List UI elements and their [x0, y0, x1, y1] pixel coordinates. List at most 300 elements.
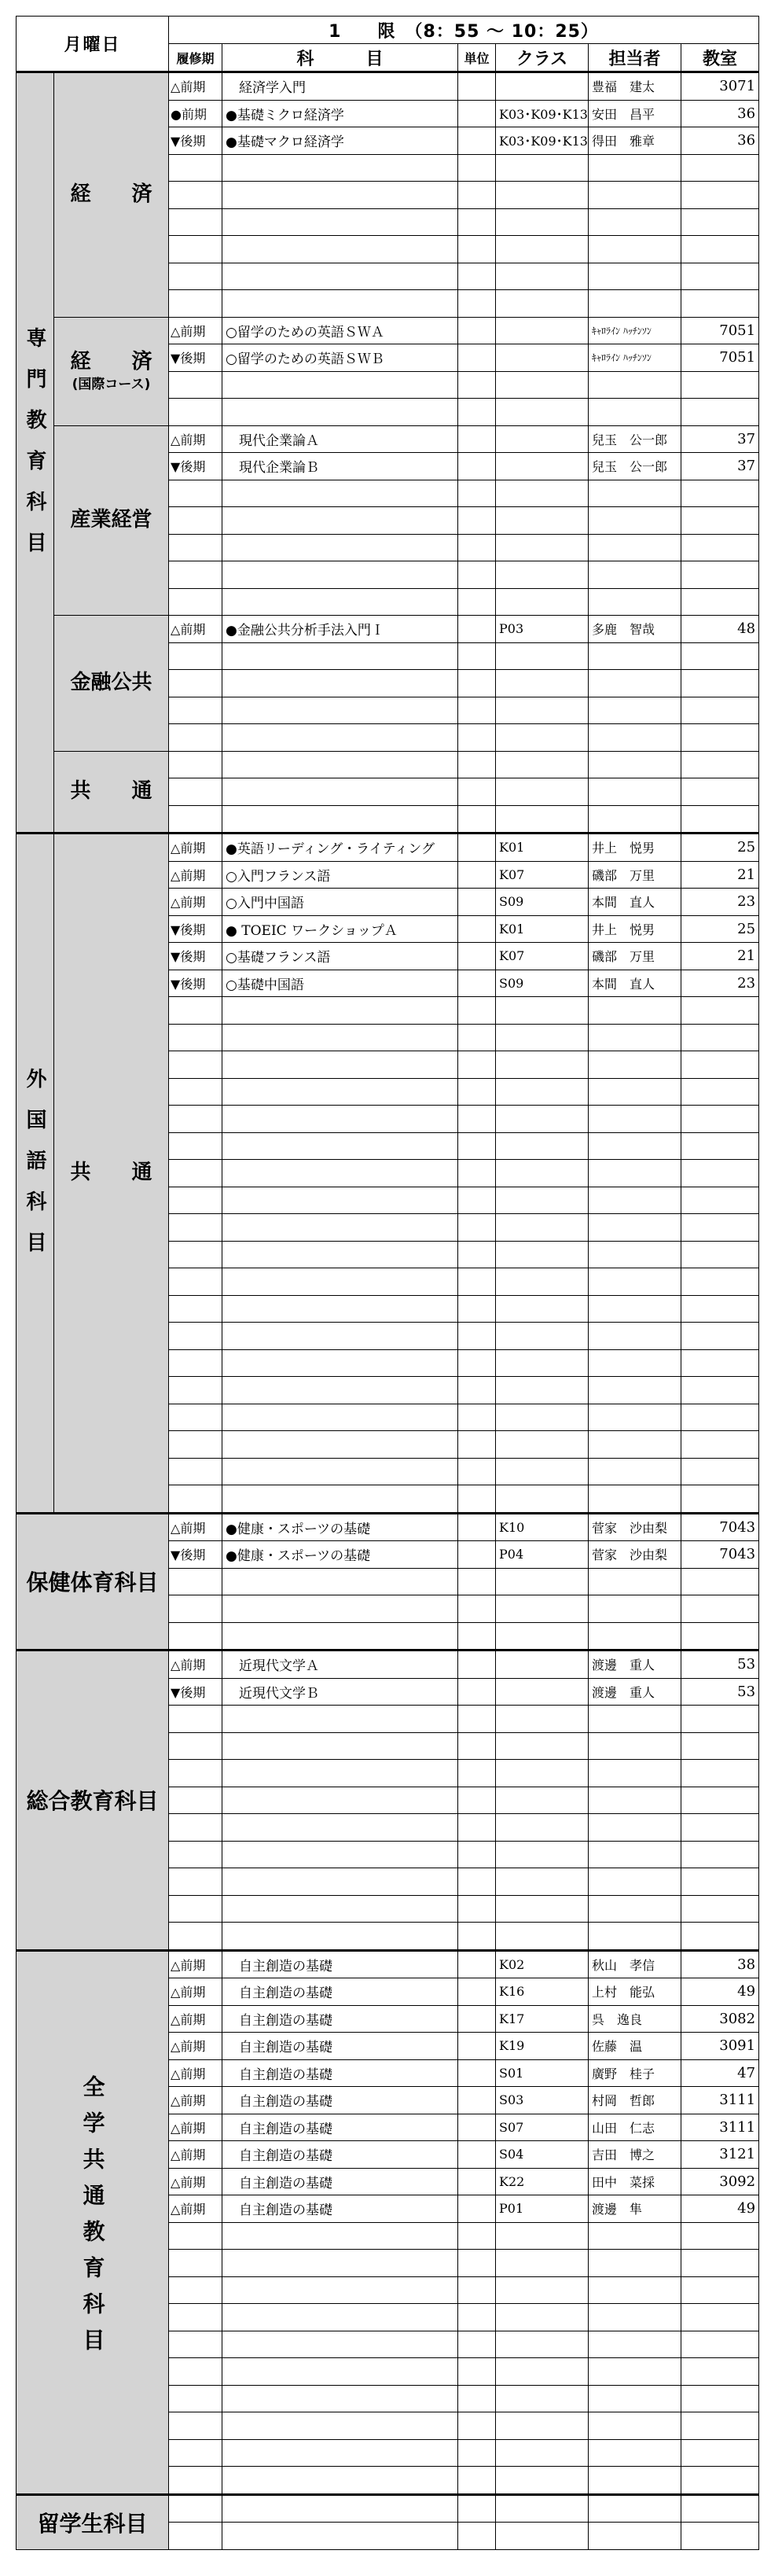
- room-cell: [681, 480, 759, 507]
- credit-cell: [458, 1404, 496, 1431]
- credit-cell: [458, 2195, 496, 2223]
- room-cell: [681, 1485, 759, 1514]
- subject-cell: [222, 2358, 458, 2386]
- subject-cell: [222, 1268, 458, 1296]
- room-cell: [681, 534, 759, 561]
- class-cell: K03･K09･K13: [496, 127, 589, 155]
- class-cell: [496, 72, 589, 101]
- teacher-cell: [589, 2331, 681, 2358]
- teacher-cell: [589, 561, 681, 589]
- class-cell: [496, 1622, 589, 1650]
- term-cell: [169, 2523, 222, 2550]
- credit-cell: [458, 1568, 496, 1595]
- term-cell: [169, 1868, 222, 1896]
- teacher-cell: [589, 1323, 681, 1350]
- term-cell: ▼後期: [169, 915, 222, 943]
- teacher-cell: [589, 1568, 681, 1595]
- teacher-cell: [589, 1622, 681, 1650]
- class-cell: K02: [496, 1950, 589, 1978]
- room-cell: [681, 399, 759, 426]
- teacher-cell: [589, 1923, 681, 1951]
- class-cell: S03: [496, 2087, 589, 2114]
- subject-cell: [222, 2467, 458, 2495]
- credit-cell: [458, 861, 496, 889]
- room-cell: [681, 805, 759, 834]
- term-cell: [169, 1214, 222, 1242]
- room-cell: [681, 154, 759, 182]
- subject-cell: [222, 154, 458, 182]
- term-cell: [169, 182, 222, 209]
- category-label: [17, 1650, 169, 1951]
- subject-cell: ●基礎マクロ経済学: [222, 127, 458, 155]
- credit-cell: [458, 1187, 496, 1214]
- subject-cell: ○基礎中国語: [222, 970, 458, 997]
- room-cell: [681, 208, 759, 236]
- teacher-cell: [589, 1595, 681, 1623]
- subject-cell: [222, 371, 458, 399]
- teacher-cell: 得田 雅章: [589, 127, 681, 155]
- room-cell: 21: [681, 943, 759, 970]
- teacher-cell: [589, 2412, 681, 2440]
- term-cell: [169, 2222, 222, 2250]
- class-cell: [496, 805, 589, 834]
- room-cell: [681, 2385, 759, 2412]
- term-cell: [169, 1622, 222, 1650]
- term-cell: [169, 697, 222, 724]
- class-cell: [496, 2331, 589, 2358]
- term-cell: ▼後期: [169, 1541, 222, 1569]
- term-cell: [169, 154, 222, 182]
- term-cell: [169, 670, 222, 697]
- class-cell: K16: [496, 1978, 589, 2006]
- credit-cell: [458, 2412, 496, 2440]
- credit-cell: [458, 100, 496, 127]
- teacher-cell: 兒玉 公一郎: [589, 425, 681, 453]
- table-row: [17, 72, 759, 101]
- subject-cell: 自主創造の基礎: [222, 1950, 458, 1978]
- subject-cell: 現代企業論Ｂ: [222, 453, 458, 480]
- term-cell: [169, 1431, 222, 1459]
- room-cell: [681, 1241, 759, 1268]
- term-cell: [169, 1051, 222, 1079]
- term-cell: [169, 1241, 222, 1268]
- credit-cell: [458, 943, 496, 970]
- term-cell: △前期: [169, 1513, 222, 1541]
- room-cell: 7051: [681, 344, 759, 372]
- room-cell: 21: [681, 861, 759, 889]
- term-cell: ▼後期: [169, 453, 222, 480]
- term-cell: [169, 1706, 222, 1733]
- teacher-cell: [589, 697, 681, 724]
- class-cell: [496, 1160, 589, 1187]
- teacher-cell: 磯部 万里: [589, 943, 681, 970]
- credit-cell: [458, 588, 496, 616]
- room-cell: [681, 2222, 759, 2250]
- term-cell: [169, 778, 222, 806]
- teacher-cell: 井上 悦男: [589, 834, 681, 862]
- credit-cell: [458, 670, 496, 697]
- room-cell: [681, 1814, 759, 1842]
- class-cell: [496, 1051, 589, 1079]
- term-cell: [169, 561, 222, 589]
- teacher-cell: [589, 1214, 681, 1242]
- credit-cell: [458, 1678, 496, 1706]
- room-cell: 3121: [681, 2141, 759, 2169]
- subject-cell: [222, 2222, 458, 2250]
- room-cell: 7043: [681, 1541, 759, 1569]
- subject-cell: ●健康・スポーツの基礎: [222, 1541, 458, 1569]
- term-cell: [169, 2358, 222, 2386]
- credit-cell: [458, 997, 496, 1025]
- credit-cell: [458, 1978, 496, 2006]
- category-label: [17, 1513, 169, 1650]
- room-cell: 3111: [681, 2087, 759, 2114]
- room-cell: [681, 2412, 759, 2440]
- teacher-cell: [589, 805, 681, 834]
- subject-cell: 自主創造の基礎: [222, 2141, 458, 2169]
- credit-cell: [458, 182, 496, 209]
- col-term-header: 履修期: [169, 44, 222, 72]
- credit-cell: [458, 1024, 496, 1051]
- credit-cell: [458, 2033, 496, 2060]
- class-cell: [496, 1485, 589, 1514]
- period-label: 1 限 （8：55 〜 10：25）: [169, 17, 759, 44]
- room-cell: [681, 997, 759, 1025]
- class-cell: S04: [496, 2141, 589, 2169]
- room-cell: 23: [681, 970, 759, 997]
- class-cell: [496, 1214, 589, 1242]
- teacher-cell: [589, 1895, 681, 1923]
- class-cell: [496, 1241, 589, 1268]
- term-cell: ▼後期: [169, 970, 222, 997]
- term-cell: [169, 1024, 222, 1051]
- empty-row: [17, 2494, 759, 2523]
- subject-cell: [222, 2494, 458, 2523]
- term-cell: [169, 1187, 222, 1214]
- subject-cell: 現代企業論Ａ: [222, 425, 458, 453]
- teacher-cell: 菅家 沙由梨: [589, 1513, 681, 1541]
- term-cell: [169, 2385, 222, 2412]
- teacher-cell: [589, 2439, 681, 2467]
- subject-cell: [222, 724, 458, 752]
- term-cell: [169, 263, 222, 290]
- term-cell: [169, 1732, 222, 1760]
- term-cell: [169, 1568, 222, 1595]
- teacher-cell: 村岡 哲郎: [589, 2087, 681, 2114]
- term-cell: [169, 480, 222, 507]
- class-cell: [496, 2250, 589, 2277]
- term-cell: [169, 2304, 222, 2331]
- teacher-cell: [589, 2358, 681, 2386]
- teacher-cell: [589, 2276, 681, 2304]
- class-cell: [496, 453, 589, 480]
- subject-cell: ○入門中国語: [222, 889, 458, 916]
- subject-cell: ●英語リーディング・ライティング: [222, 834, 458, 862]
- term-cell: [169, 1404, 222, 1431]
- class-cell: [496, 751, 589, 778]
- class-cell: S09: [496, 970, 589, 997]
- class-cell: [496, 1295, 589, 1323]
- class-cell: [496, 534, 589, 561]
- credit-cell: [458, 1485, 496, 1514]
- subject-cell: [222, 1295, 458, 1323]
- class-cell: [496, 2439, 589, 2467]
- subject-cell: [222, 1349, 458, 1377]
- teacher-cell: 豊福 建太: [589, 72, 681, 101]
- term-cell: [169, 1595, 222, 1623]
- class-cell: [496, 642, 589, 670]
- credit-cell: [458, 805, 496, 834]
- teacher-cell: [589, 1706, 681, 1733]
- credit-cell: [458, 778, 496, 806]
- credit-cell: [458, 1051, 496, 1079]
- teacher-cell: 本間 直人: [589, 970, 681, 997]
- subject-cell: [222, 1323, 458, 1350]
- class-cell: S07: [496, 2114, 589, 2141]
- subject-cell: [222, 1787, 458, 1814]
- teacher-cell: [589, 1377, 681, 1404]
- group-label: [54, 751, 169, 834]
- credit-cell: [458, 2358, 496, 2386]
- room-cell: [681, 182, 759, 209]
- subject-cell: 自主創造の基礎: [222, 1978, 458, 2006]
- room-cell: [681, 2523, 759, 2550]
- class-cell: K03･K09･K13: [496, 100, 589, 127]
- class-cell: [496, 2304, 589, 2331]
- credit-cell: [458, 1787, 496, 1814]
- credit-cell: [458, 1895, 496, 1923]
- class-cell: K22: [496, 2168, 589, 2195]
- credit-cell: [458, 317, 496, 344]
- class-cell: [496, 344, 589, 372]
- table-row: [17, 1513, 759, 1541]
- class-cell: [496, 2467, 589, 2495]
- term-cell: ▼後期: [169, 344, 222, 372]
- term-cell: ▼後期: [169, 127, 222, 155]
- teacher-cell: [589, 1295, 681, 1323]
- term-cell: △前期: [169, 2005, 222, 2033]
- subject-cell: [222, 1377, 458, 1404]
- term-cell: [169, 2331, 222, 2358]
- teacher-cell: [589, 290, 681, 318]
- subject-cell: [222, 507, 458, 535]
- teacher-cell: [589, 2222, 681, 2250]
- group-name: 経 済: [70, 182, 152, 206]
- teacher-cell: [589, 1241, 681, 1268]
- subject-cell: [222, 2331, 458, 2358]
- room-cell: [681, 1568, 759, 1595]
- room-cell: [681, 697, 759, 724]
- term-cell: △前期: [169, 425, 222, 453]
- subject-cell: 自主創造の基礎: [222, 2033, 458, 2060]
- credit-cell: [458, 399, 496, 426]
- teacher-cell: 上村 能弘: [589, 1978, 681, 2006]
- teacher-cell: [589, 1187, 681, 1214]
- room-cell: 7051: [681, 317, 759, 344]
- subject-cell: 自主創造の基礎: [222, 2005, 458, 2033]
- class-cell: [496, 1377, 589, 1404]
- teacher-cell: 本間 直人: [589, 889, 681, 916]
- term-cell: △前期: [169, 2087, 222, 2114]
- teacher-cell: [589, 236, 681, 263]
- room-cell: 7043: [681, 1513, 759, 1541]
- teacher-cell: 多鹿 智哉: [589, 616, 681, 643]
- teacher-cell: [589, 208, 681, 236]
- credit-cell: [458, 2494, 496, 2523]
- credit-cell: [458, 1923, 496, 1951]
- col-subject-header: 科 目: [222, 44, 458, 72]
- class-cell: [496, 778, 589, 806]
- credit-cell: [458, 1650, 496, 1679]
- credit-cell: [458, 834, 496, 862]
- class-cell: [496, 480, 589, 507]
- term-cell: [169, 1923, 222, 1951]
- category-text: 総合教育科目: [26, 1788, 159, 1815]
- term-cell: [169, 805, 222, 834]
- subject-cell: [222, 2250, 458, 2277]
- term-cell: [169, 1078, 222, 1106]
- teacher-cell: [589, 182, 681, 209]
- class-cell: [496, 1568, 589, 1595]
- group-note: (国際コース): [72, 376, 151, 392]
- credit-cell: [458, 236, 496, 263]
- credit-cell: [458, 1078, 496, 1106]
- credit-cell: [458, 2276, 496, 2304]
- teacher-cell: [589, 1024, 681, 1051]
- class-cell: [496, 1024, 589, 1051]
- class-cell: [496, 2358, 589, 2386]
- credit-cell: [458, 2523, 496, 2550]
- class-cell: [496, 2276, 589, 2304]
- term-cell: △前期: [169, 1978, 222, 2006]
- class-cell: S01: [496, 2059, 589, 2087]
- teacher-cell: 吉田 博之: [589, 2141, 681, 2169]
- room-cell: [681, 588, 759, 616]
- subject-cell: ●金融公共分析手法入門Ｉ: [222, 616, 458, 643]
- group-name: 共 通: [70, 778, 152, 803]
- term-cell: [169, 208, 222, 236]
- room-cell: [681, 670, 759, 697]
- room-cell: [681, 1377, 759, 1404]
- room-cell: [681, 2439, 759, 2467]
- room-cell: [681, 507, 759, 535]
- teacher-cell: 磯部 万里: [589, 861, 681, 889]
- class-cell: [496, 154, 589, 182]
- class-cell: [496, 1595, 589, 1623]
- category-text: 専門教育科目: [23, 327, 46, 572]
- subject-cell: [222, 236, 458, 263]
- subject-cell: [222, 1187, 458, 1214]
- room-cell: [681, 1595, 759, 1623]
- subject-cell: [222, 778, 458, 806]
- class-cell: [496, 2523, 589, 2550]
- term-cell: [169, 751, 222, 778]
- category-label: [17, 1950, 169, 2494]
- room-cell: [681, 371, 759, 399]
- teacher-cell: [589, 371, 681, 399]
- room-cell: 53: [681, 1678, 759, 1706]
- subject-cell: [222, 1458, 458, 1485]
- category-text: 保健体育科目: [26, 1570, 159, 1596]
- term-cell: [169, 236, 222, 263]
- credit-cell: [458, 2331, 496, 2358]
- subject-cell: [222, 2304, 458, 2331]
- credit-cell: [458, 2439, 496, 2467]
- room-cell: [681, 1760, 759, 1787]
- room-cell: [681, 236, 759, 263]
- term-cell: △前期: [169, 834, 222, 862]
- category-text: 全学共通教育科目: [79, 2074, 106, 2364]
- subject-cell: [222, 697, 458, 724]
- class-cell: K10: [496, 1513, 589, 1541]
- class-cell: [496, 1404, 589, 1431]
- class-cell: [496, 2385, 589, 2412]
- empty-row: [17, 751, 759, 778]
- room-cell: [681, 1106, 759, 1133]
- term-cell: △前期: [169, 1650, 222, 1679]
- credit-cell: [458, 1541, 496, 1569]
- class-cell: [496, 1431, 589, 1459]
- col-teacher-header: 担当者: [589, 44, 681, 72]
- class-cell: [496, 1814, 589, 1842]
- subject-cell: [222, 561, 458, 589]
- credit-cell: [458, 1160, 496, 1187]
- room-cell: [681, 2276, 759, 2304]
- teacher-cell: 山田 仁志: [589, 2114, 681, 2141]
- group-label: [54, 317, 169, 425]
- room-cell: 49: [681, 2195, 759, 2223]
- teacher-cell: [589, 1458, 681, 1485]
- credit-cell: [458, 1458, 496, 1485]
- term-cell: [169, 1895, 222, 1923]
- class-cell: K01: [496, 834, 589, 862]
- credit-cell: [458, 2250, 496, 2277]
- subject-cell: 自主創造の基礎: [222, 2114, 458, 2141]
- credit-cell: [458, 1622, 496, 1650]
- term-cell: [169, 1485, 222, 1514]
- teacher-cell: [589, 1078, 681, 1106]
- class-cell: [496, 588, 589, 616]
- subject-cell: [222, 1485, 458, 1514]
- room-cell: [681, 1732, 759, 1760]
- room-cell: 3091: [681, 2033, 759, 2060]
- class-cell: [496, 1268, 589, 1296]
- room-cell: 49: [681, 1978, 759, 2006]
- term-cell: [169, 1268, 222, 1296]
- teacher-cell: [589, 1431, 681, 1459]
- room-cell: [681, 751, 759, 778]
- credit-cell: [458, 2385, 496, 2412]
- subject-cell: 近現代文学Ａ: [222, 1650, 458, 1679]
- subject-cell: ○留学のための英語ＳＷＢ: [222, 344, 458, 372]
- class-cell: [496, 2412, 589, 2440]
- room-cell: [681, 2358, 759, 2386]
- credit-cell: [458, 2087, 496, 2114]
- term-cell: [169, 534, 222, 561]
- class-cell: [496, 561, 589, 589]
- teacher-cell: [589, 724, 681, 752]
- subject-cell: 自主創造の基礎: [222, 2087, 458, 2114]
- subject-cell: [222, 1404, 458, 1431]
- subject-cell: [222, 588, 458, 616]
- teacher-cell: [589, 1787, 681, 1814]
- class-cell: [496, 670, 589, 697]
- class-cell: [496, 182, 589, 209]
- credit-cell: [458, 1732, 496, 1760]
- credit-cell: [458, 2005, 496, 2033]
- room-cell: [681, 1349, 759, 1377]
- room-cell: 47: [681, 2059, 759, 2087]
